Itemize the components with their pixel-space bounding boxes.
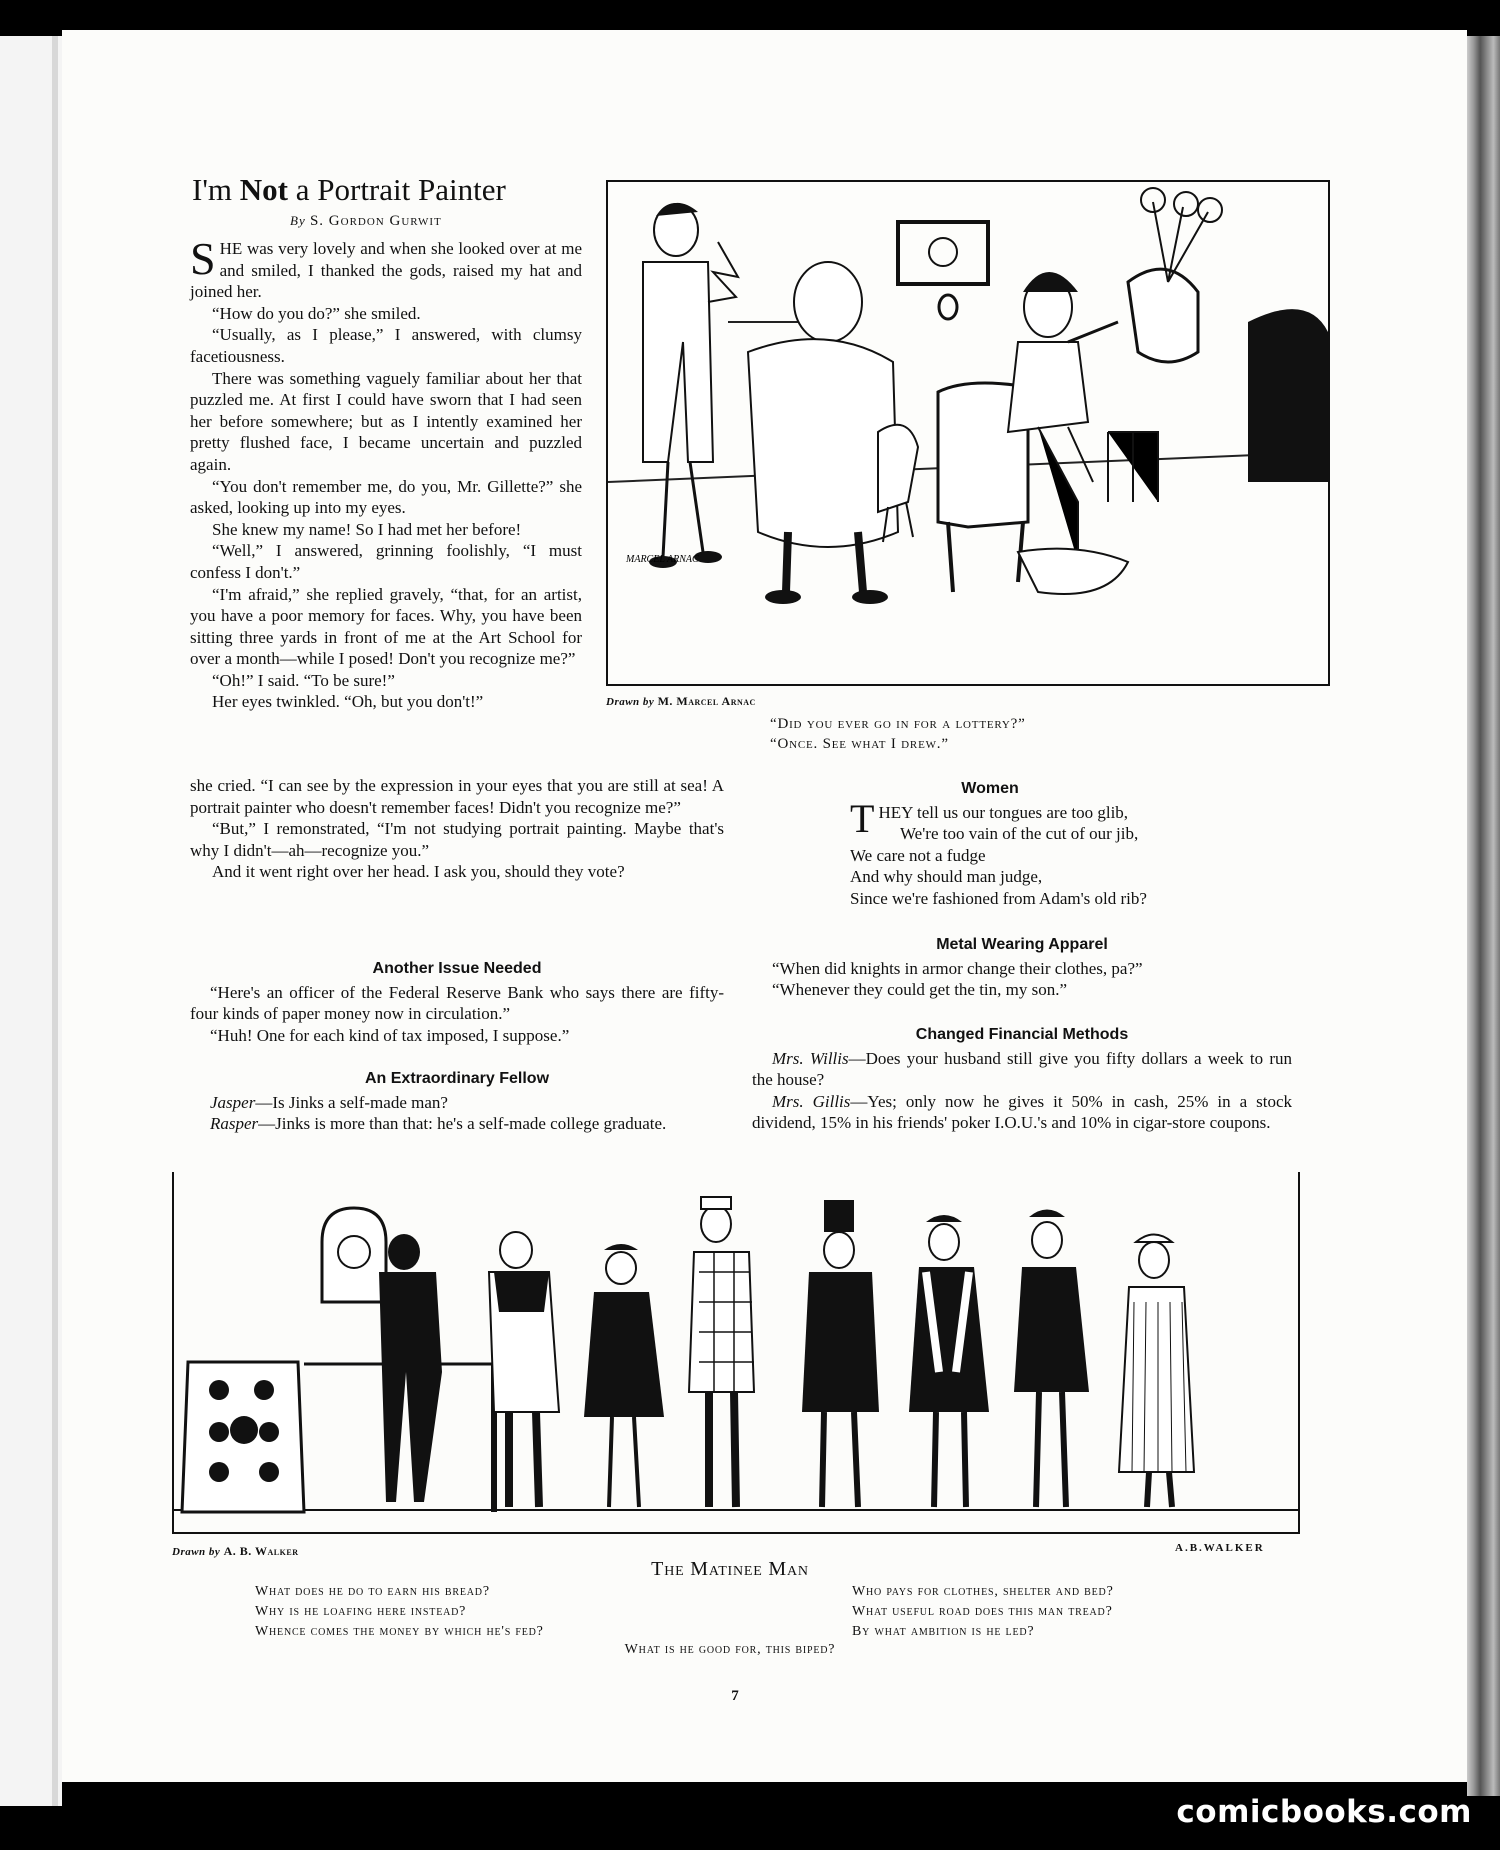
- drop-cap: S: [190, 233, 216, 284]
- section-heading: Metal Wearing Apparel: [936, 936, 1108, 953]
- cartoon-caption-question: “Did you ever go in for a lottery?”: [770, 716, 1026, 732]
- joke-line: “Whenever they could get the tin, my son.”: [772, 980, 1068, 999]
- another-issue-joke: [190, 958, 724, 1046]
- women-poem: [850, 778, 1250, 909]
- verse-line: What does he do to earn his bread?: [255, 1584, 490, 1599]
- fat-man-figure: [708, 242, 898, 604]
- joke-line: Mrs. Gillis—Yes; only now he gives it 50% in cash, 25% in a stock dividend, 15% in his friends' poker I.O.U.'s and 10% in cigar-store coupons.: [752, 1091, 1292, 1132]
- section-heading: Another Issue Needed: [372, 960, 542, 977]
- section-heading: Women: [961, 780, 1019, 797]
- section-heading: Changed Financial Methods: [915, 1026, 1129, 1043]
- bottom-cartoon-signature: A.B.WALKER: [1175, 1542, 1265, 1554]
- matinee-man-cartoon: [172, 1172, 1300, 1534]
- joke-line: “When did knights in armor change their clothes, pa?”: [772, 958, 1143, 978]
- article-column-wide: [190, 775, 724, 883]
- verse-final-line: What is he good for, this biped?: [624, 1642, 836, 1657]
- verse-line: Why is he loafing here instead?: [255, 1604, 467, 1619]
- article-paragraph: “Well,” I answered, grinning foolishly, “I must confess I don't.”: [190, 541, 582, 582]
- standing-man-figure: [643, 203, 722, 568]
- poem-line: THEY tell us our tongues are too glib,: [850, 795, 1129, 841]
- site-watermark: comicbooks.com: [1176, 1794, 1472, 1830]
- article-paragraph: “I'm afraid,” she replied gravely, “that, for an artist, you have a poor memory for faces. Why, you have been sitting three yards in front of me at the Art School for over a month—while I posed! Don't you recognize me?”: [190, 584, 582, 669]
- financial-methods-joke: [752, 1024, 1292, 1134]
- bottom-cartoon-credit: Drawn by A. B. Walker: [172, 1544, 299, 1558]
- article-paragraph: Her eyes twinkled. “Oh, but you don't!”: [212, 692, 484, 712]
- article-paragraph: There was something vaguely familiar about her that puzzled me. At first I could have sworn that I had seen her before somewhere; but as I intently examined her pretty flushed face, I became uncertain and puzzled again.: [190, 368, 582, 474]
- article-paragraph: she cried. “I can see by the expression in your eyes that you are still at sea! A portrait painter who doesn't remember faces! Didn't you recognize me?”: [190, 776, 724, 817]
- article-paragraph: “You don't remember me, do you, Mr. Gillette?” she asked, looking up into my eyes.: [190, 476, 582, 518]
- joke-line: “Huh! One for each kind of tax imposed, I suppose.”: [210, 1025, 570, 1045]
- matinee-man-title: The Matinee Man: [651, 1558, 809, 1580]
- cartoon-caption-answer: “Once. See what I drew.”: [770, 736, 949, 752]
- verse-line: By what ambition is he led?: [852, 1624, 1035, 1639]
- poem-line: We're too vain of the cut of our jib,: [900, 824, 1139, 843]
- joke-line: Jasper—Is Jinks a self-made man?: [210, 1092, 448, 1112]
- joke-line: “Here's an officer of the Federal Reserve Bank who says there are fifty-four kinds of paper money now in circulation.”: [190, 982, 724, 1023]
- article-paragraph: “Oh!” I said. “To be sure!”: [212, 670, 395, 690]
- article-byline: By S. Gordon Gurwit: [290, 213, 442, 229]
- article-paragraph: She knew my name! So I had met her before!: [212, 519, 522, 539]
- article-paragraph: And it went right over her head. I ask you, should they vote?: [212, 862, 625, 882]
- poem-line: Since we're fashioned from Adam's old rib?: [850, 888, 1147, 908]
- article-paragraph: “But,” I remonstrated, “I'm not studying portrait painting. Maybe that's why I didn't—ah—recognize you.”: [190, 819, 724, 860]
- drop-cap: T: [850, 795, 875, 841]
- armchair-woman-figure: [938, 272, 1158, 594]
- article-column-narrow: [190, 233, 582, 713]
- verse-left: [255, 1582, 675, 1642]
- lottery-cartoon: [606, 180, 1330, 686]
- article-paragraph: SHE was very lovely and when she looked over at me and smiled, I thanked the gods, raised my hat and joined her.: [190, 233, 582, 302]
- left-page-edge: [0, 36, 62, 1806]
- verse-line: What useful road does this man tread?: [852, 1604, 1113, 1619]
- lottery-cartoon-drawing: [608, 182, 1328, 684]
- poster-board-icon: [182, 1362, 304, 1512]
- top-cartoon-credit: Drawn by M. Marcel Arnac: [606, 694, 756, 708]
- article-paragraph: “How do you do?” she smiled.: [212, 303, 421, 323]
- cartoon-signature: MARCEL ARNAC: [626, 554, 699, 565]
- verse-line: Whence comes the money by which he's fed?: [255, 1624, 544, 1639]
- poem-line: We care not a fudge: [850, 845, 986, 865]
- section-heading: An Extraordinary Fellow: [364, 1070, 550, 1087]
- ticket-booth-window-icon: [322, 1208, 386, 1302]
- verse-line: Who pays for clothes, shelter and bed?: [852, 1584, 1114, 1599]
- article-title: I'm Not a Portrait Painter: [192, 172, 506, 207]
- joke-line: Rasper—Jinks is more than that: he's a self-made college graduate.: [210, 1114, 667, 1133]
- metal-apparel-joke: [752, 934, 1292, 1001]
- verse-right: [852, 1582, 1272, 1642]
- matinee-man-drawing: [174, 1172, 1298, 1532]
- poem-line: And why should man judge,: [850, 867, 1043, 886]
- joke-line: Mrs. Willis—Does your husband still give you fifty dollars a week to run the house?: [752, 1048, 1293, 1089]
- wall-picture-icon: [898, 222, 988, 284]
- book-spine: [1467, 36, 1500, 1796]
- queue-figures: [379, 1197, 1194, 1507]
- article-paragraph: “Usually, as I please,” I answered, with clumsy facetiousness.: [190, 325, 582, 366]
- extraordinary-fellow-joke: [190, 1068, 724, 1135]
- vase-icon: [1128, 269, 1198, 362]
- page-number: 7: [731, 1688, 739, 1704]
